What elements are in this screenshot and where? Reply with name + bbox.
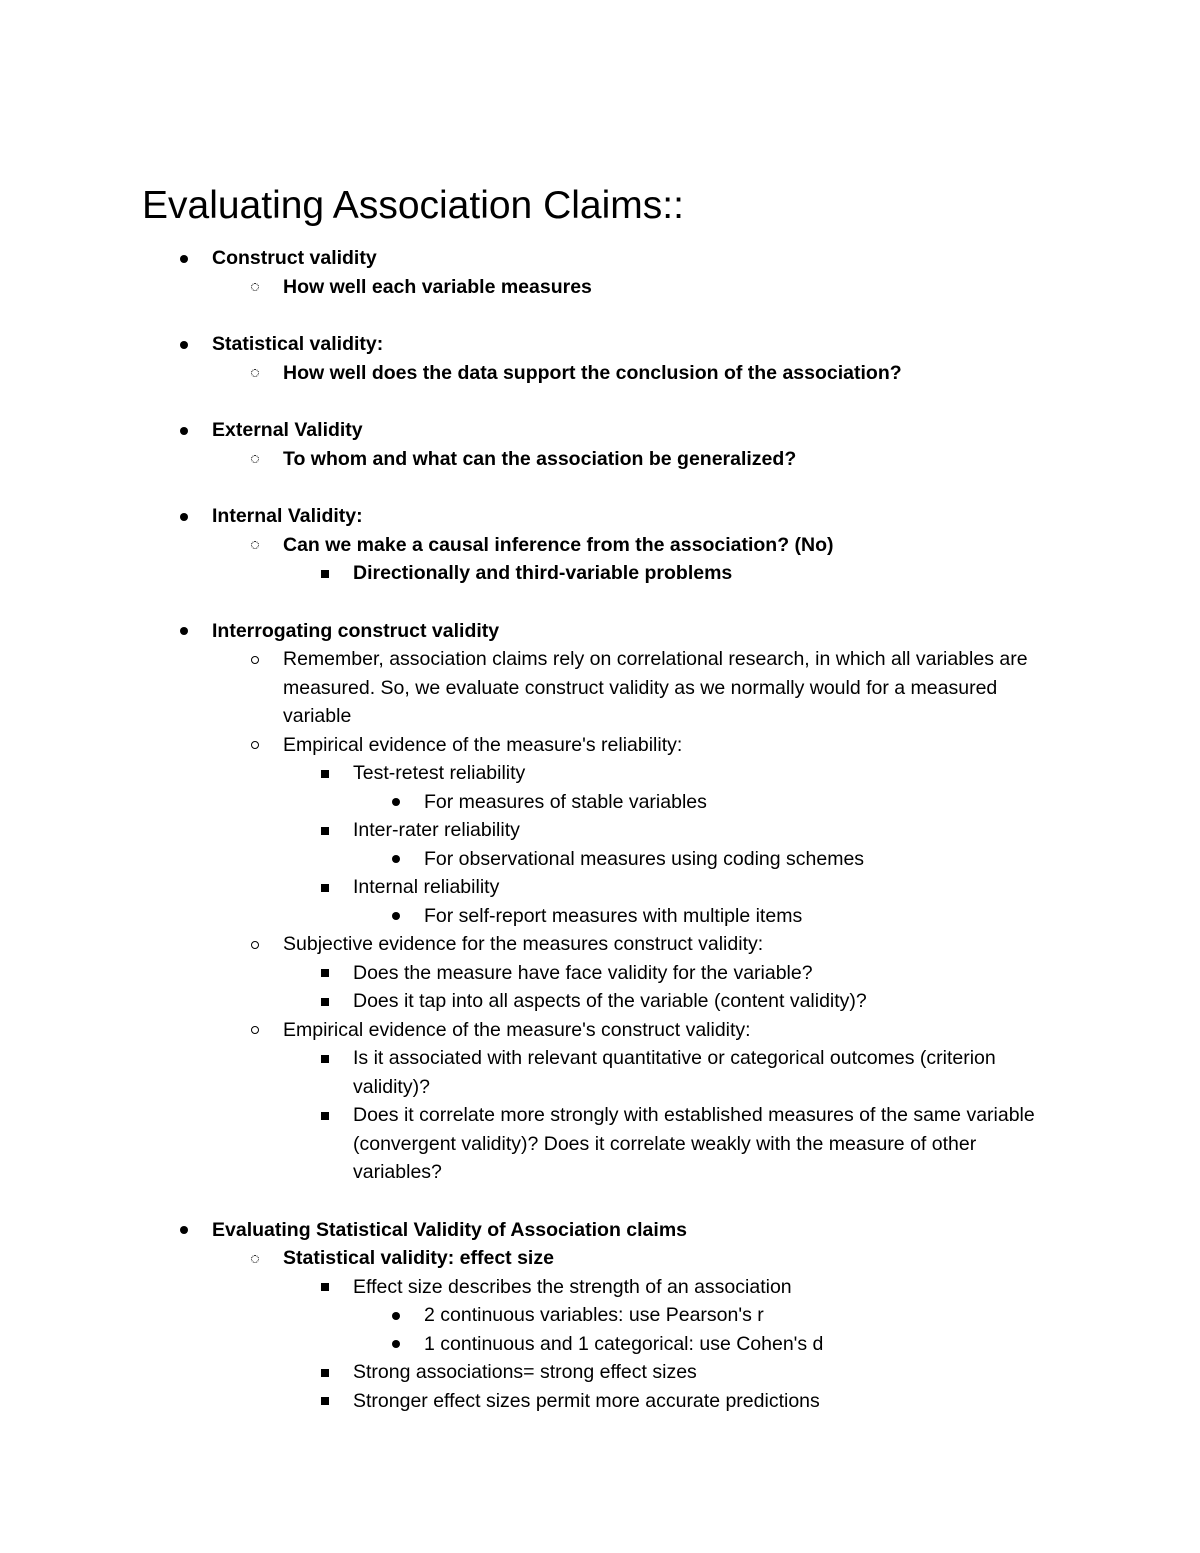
list-item: Construct validity [0, 244, 1200, 273]
disc-bullet-icon [177, 330, 191, 359]
spacer [0, 1187, 1200, 1216]
dotted-circle-bullet-icon [248, 445, 262, 474]
disc-bullet-icon [177, 416, 191, 445]
spacer [0, 473, 1200, 502]
disc-bullet-icon [389, 1330, 403, 1359]
page-title: Evaluating Association Claims:: [142, 184, 684, 227]
list-item: Does the measure have face validity for the variable? [0, 959, 1200, 988]
disc-bullet-icon [177, 244, 191, 273]
dotted-circle-bullet-icon [248, 1244, 262, 1273]
list-item: Subjective evidence for the measures construct validity: [0, 930, 1200, 959]
circle-bullet-icon [248, 1016, 262, 1045]
list-item: Inter-rater reliability [0, 816, 1200, 845]
circle-bullet-icon [248, 731, 262, 760]
circle-bullet-icon [248, 930, 262, 959]
list-item: Does it tap into all aspects of the variable (content validity)? [0, 987, 1200, 1016]
disc-bullet-icon [389, 845, 403, 874]
list-item: Can we make a causal inference from the association? (No) [0, 531, 1200, 560]
list-item: To whom and what can the association be generalized? [0, 445, 1200, 474]
list-item: Strong associations= strong effect sizes [0, 1358, 1200, 1387]
square-bullet-icon [318, 1387, 332, 1416]
disc-bullet-icon [389, 902, 403, 931]
list-item: For observational measures using coding schemes [0, 845, 1200, 874]
square-bullet-icon [318, 1101, 332, 1130]
list-item: How well does the data support the conclusion of the association? [0, 359, 1200, 388]
spacer [0, 301, 1200, 330]
spacer [0, 588, 1200, 617]
list-item: For measures of stable variables [0, 788, 1200, 817]
list-item: External Validity [0, 416, 1200, 445]
list-item: 1 continuous and 1 categorical: use Cohen's d [0, 1330, 1200, 1359]
circle-bullet-icon [248, 645, 262, 674]
square-bullet-icon [318, 1044, 332, 1073]
list-item: For self-report measures with multiple items [0, 902, 1200, 931]
list-item: Interrogating construct validity [0, 617, 1200, 646]
list-item: Empirical evidence of the measure's reliability: [0, 731, 1200, 760]
square-bullet-icon [318, 1358, 332, 1387]
square-bullet-icon [318, 816, 332, 845]
list-item: Empirical evidence of the measure's construct validity: [0, 1016, 1200, 1045]
spacer [0, 387, 1200, 416]
list-item: Is it associated with relevant quantitative or categorical outcomes (criterion validity)? [0, 1044, 1200, 1101]
dotted-circle-bullet-icon [248, 359, 262, 388]
square-bullet-icon [318, 873, 332, 902]
square-bullet-icon [318, 1273, 332, 1302]
notes-outline [0, 244, 1200, 1415]
list-item: Stronger effect sizes permit more accurate predictions [0, 1387, 1200, 1416]
list-item: Statistical validity: effect size [0, 1244, 1200, 1273]
list-item: How well each variable measures [0, 273, 1200, 302]
square-bullet-icon [318, 759, 332, 788]
list-item: 2 continuous variables: use Pearson's r [0, 1301, 1200, 1330]
list-item: Effect size describes the strength of an association [0, 1273, 1200, 1302]
list-item: Internal reliability [0, 873, 1200, 902]
dotted-circle-bullet-icon [248, 531, 262, 560]
square-bullet-icon [318, 559, 332, 588]
list-item: Statistical validity: [0, 330, 1200, 359]
dotted-circle-bullet-icon [248, 273, 262, 302]
disc-bullet-icon [177, 1216, 191, 1245]
list-item: Does it correlate more strongly with established measures of the same variable (convergent validity)? Does it correlate weakly with the measure of other variables? [0, 1101, 1200, 1187]
list-item: Remember, association claims rely on correlational research, in which all variables are measured. So, we evaluate construct validity as we normally would for a measured variable [0, 645, 1200, 731]
list-item: Internal Validity: [0, 502, 1200, 531]
disc-bullet-icon [389, 1301, 403, 1330]
list-item: Evaluating Statistical Validity of Association claims [0, 1216, 1200, 1245]
list-item: Directionally and third-variable problems [0, 559, 1200, 588]
list-item: Test-retest reliability [0, 759, 1200, 788]
disc-bullet-icon [177, 502, 191, 531]
disc-bullet-icon [389, 788, 403, 817]
square-bullet-icon [318, 959, 332, 988]
square-bullet-icon [318, 987, 332, 1016]
disc-bullet-icon [177, 617, 191, 646]
